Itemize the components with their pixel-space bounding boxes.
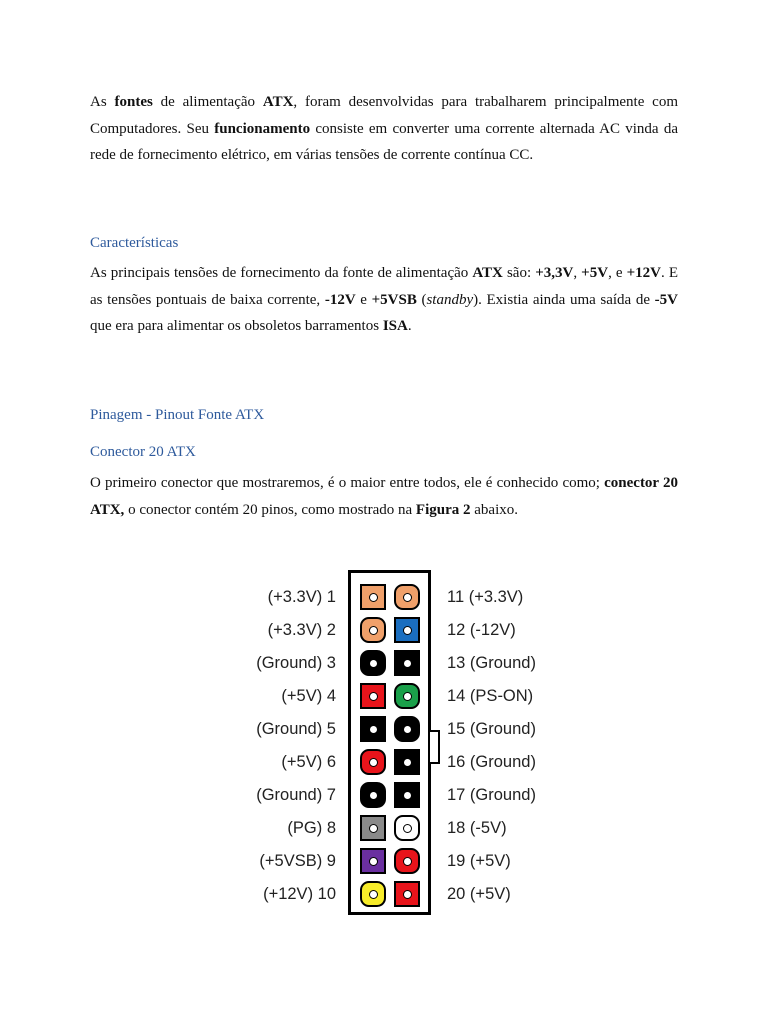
pin-hole <box>369 725 378 734</box>
heading-pinagem: Pinagem - Pinout Fonte ATX <box>90 407 265 423</box>
connector-latch <box>430 730 440 764</box>
pin-hole <box>403 626 412 635</box>
pin-left-4 <box>360 683 386 709</box>
caracteristicas-paragraph: As principais tensões de fornecimento da fonte de alimentação ATX são: +3,3V, +5V, e +12V. E as tensões pontuais de baixa corrente, -12V e +5VSB (standby). Existia ainda uma saída de -5V que era para alimentar os obsoletos barramentos ISA. <box>90 265 678 334</box>
pin-label-left-5: (Ground) 5 <box>256 720 336 738</box>
pin-hole <box>403 857 412 866</box>
pin-label-right-8: 18 (-5V) <box>447 819 507 837</box>
pin-hole <box>369 626 378 635</box>
pin-label-left-6: (+5V) 6 <box>281 753 336 771</box>
atx-20-pin-connector-figure <box>238 560 558 926</box>
pin-label-left-3: (Ground) 3 <box>256 654 336 672</box>
pin-right-2 <box>394 617 420 643</box>
pin-hole <box>403 725 412 734</box>
pin-left-9 <box>360 848 386 874</box>
conector-paragraph: O primeiro conector que mostraremos, é o maior entre todos, ele é conhecido como; conector 20 ATX, o conector contém 20 pinos, como mostrado na Figura 2 abaixo. <box>90 475 678 518</box>
intro-paragraph: As fontes de alimentação ATX, foram desenvolvidas para trabalharem principalmente com Computadores. Seu funcionamento consiste em converter uma corrente alternada AC vinda da rede de fornecimento elétrico, em várias tensões de corrente contínua CC. <box>90 94 678 163</box>
pin-label-left-9: (+5VSB) 9 <box>259 852 336 870</box>
pin-right-7 <box>394 782 420 808</box>
pin-hole <box>403 659 412 668</box>
pin-label-right-1: 11 (+3.3V) <box>447 588 524 606</box>
heading-conector-20: Conector 20 ATX <box>90 444 196 460</box>
pin-hole <box>369 824 378 833</box>
pin-label-right-3: 13 (Ground) <box>447 654 536 672</box>
pin-right-3 <box>394 650 420 676</box>
pin-right-6 <box>394 749 420 775</box>
pin-right-5 <box>394 716 420 742</box>
pin-label-right-7: 17 (Ground) <box>447 786 536 804</box>
pin-label-right-2: 12 (-12V) <box>447 621 516 639</box>
pin-hole <box>403 593 412 602</box>
pin-hole <box>403 758 412 767</box>
pin-left-7 <box>360 782 386 808</box>
pin-left-5 <box>360 716 386 742</box>
pin-label-left-8: (PG) 8 <box>287 819 336 837</box>
pin-hole <box>369 857 378 866</box>
heading-caracteristicas: Características <box>90 235 179 251</box>
pin-label-right-10: 20 (+5V) <box>447 885 511 903</box>
pin-left-6 <box>360 749 386 775</box>
pin-label-left-7: (Ground) 7 <box>256 786 336 804</box>
pin-hole <box>403 824 412 833</box>
pin-hole <box>369 692 378 701</box>
pin-hole <box>369 791 378 800</box>
pin-label-left-2: (+3.3V) 2 <box>267 621 336 639</box>
pin-right-1 <box>394 584 420 610</box>
pin-hole <box>369 758 378 767</box>
pin-left-2 <box>360 617 386 643</box>
pin-right-8 <box>394 815 420 841</box>
pin-label-right-6: 16 (Ground) <box>447 753 536 771</box>
pin-hole <box>403 890 412 899</box>
pin-hole <box>369 593 378 602</box>
pin-right-4 <box>394 683 420 709</box>
pin-right-10 <box>394 881 420 907</box>
pin-right-9 <box>394 848 420 874</box>
pin-label-right-9: 19 (+5V) <box>447 852 511 870</box>
pin-left-10 <box>360 881 386 907</box>
pin-label-left-1: (+3.3V) 1 <box>267 588 336 606</box>
pin-label-left-10: (+12V) 10 <box>263 885 336 903</box>
pin-hole <box>403 791 412 800</box>
pin-hole <box>369 890 378 899</box>
pin-label-right-4: 14 (PS-ON) <box>447 687 534 705</box>
pin-left-3 <box>360 650 386 676</box>
pin-left-8 <box>360 815 386 841</box>
pin-left-1 <box>360 584 386 610</box>
pin-hole <box>403 692 412 701</box>
pin-label-right-5: 15 (Ground) <box>447 720 536 738</box>
pin-hole <box>369 659 378 668</box>
pin-label-left-4: (+5V) 4 <box>281 687 336 705</box>
